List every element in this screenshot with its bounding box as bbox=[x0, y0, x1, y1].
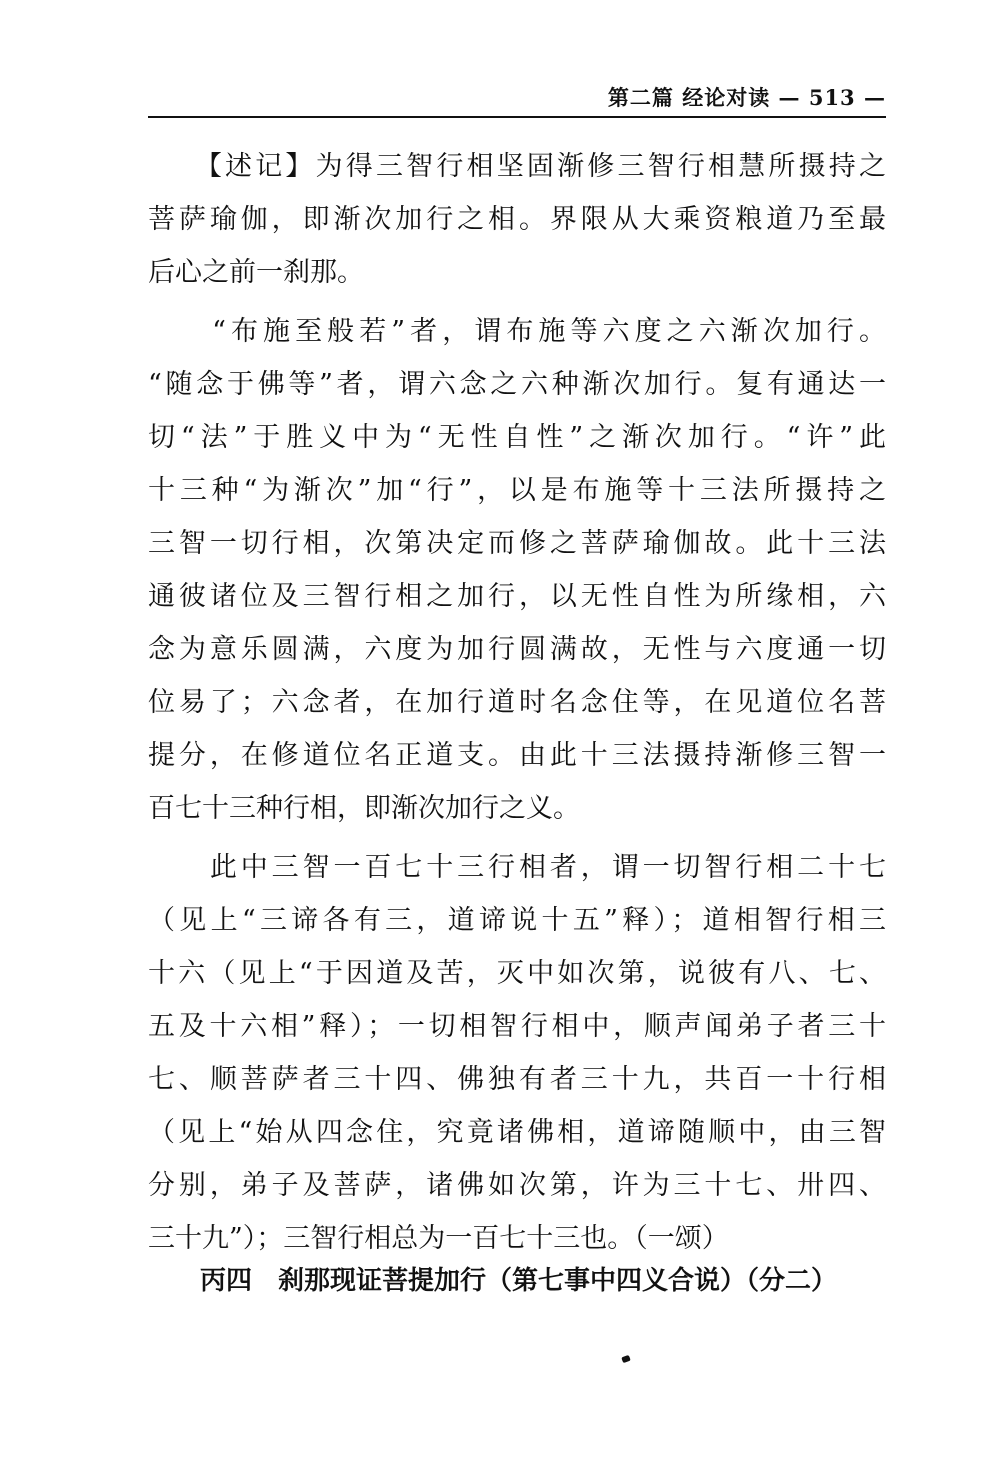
text-line: “随念于佛等”者，谓六念之六种渐次加行。复有通达一 bbox=[148, 369, 886, 400]
text-line: 十六（见上“于因道及苦，灭中如次第，说彼有八、七、 bbox=[148, 958, 886, 989]
running-header bbox=[148, 82, 886, 116]
header-rule bbox=[148, 116, 886, 118]
paragraph-2 bbox=[148, 305, 886, 835]
text-line: 百七十三种行相，即渐次加行之义。 bbox=[148, 793, 580, 824]
section-number: 丙四 bbox=[200, 1266, 253, 1296]
text-line: （见上“三谛各有三，道谛说十五”释）；道相智行相三 bbox=[148, 905, 886, 936]
body-text bbox=[148, 140, 886, 1265]
text-line: “布施至般若”者，谓布施等六度之六渐次加行。 bbox=[148, 316, 886, 347]
text-line: 分别，弟子及菩萨，诸佛如次第，许为三十七、卅四、 bbox=[148, 1170, 886, 1201]
text-line: 十三种“为渐次”加“行”，以是布施等十三法所摄持之 bbox=[148, 475, 886, 506]
text-line: 【述记】为得三智行相坚固渐修三智行相慧所摄持之 bbox=[148, 151, 886, 182]
text-line: （见上“始从四念住，究竟诸佛相，道谛随顺中，由三智 bbox=[148, 1117, 886, 1148]
paragraph-3 bbox=[148, 841, 886, 1265]
text-line: 五及十六相”释）；一切相智行相中，顺声闻弟子者三十 bbox=[148, 1011, 886, 1042]
text-line: 菩萨瑜伽，即渐次加行之相。界限从大乘资粮道乃至最 bbox=[148, 204, 886, 235]
text-line: 位易了；六念者，在加行道时名念住等，在见道位名菩 bbox=[148, 687, 886, 718]
ink-speck bbox=[621, 1355, 631, 1363]
text-line: 此中三智一百七十三行相者，谓一切智行相二十七 bbox=[148, 852, 886, 883]
text-line: 念为意乐圆满，六度为加行圆满故，无性与六度通一切 bbox=[148, 634, 886, 665]
text-line: 后心之前一刹那。 bbox=[148, 257, 364, 288]
text-line: 通彼诸位及三智行相之加行，以无性自性为所缘相，六 bbox=[148, 581, 886, 612]
text-line: 切“法”于胜义中为“无性自性”之渐次加行。“许”此 bbox=[148, 422, 886, 453]
header-text: 第二篇 经论对读 — 513 — bbox=[607, 85, 886, 110]
section-title: 刹那现证菩提加行（第七事中四义合说）（分二） bbox=[278, 1266, 838, 1296]
text-line: 三十九”）；三智行相总为一百七十三也。（一颂） bbox=[148, 1223, 729, 1254]
section-heading bbox=[200, 1260, 886, 1297]
text-line: 提分，在修道位名正道支。由此十三法摄持渐修三智一 bbox=[148, 740, 886, 771]
text-line: 三智一切行相，次第决定而修之菩萨瑜伽故。此十三法 bbox=[148, 528, 886, 559]
paragraph-1 bbox=[148, 140, 886, 299]
text-line: 七、顺菩萨者三十四、佛独有者三十九，共百一十行相 bbox=[148, 1064, 886, 1095]
